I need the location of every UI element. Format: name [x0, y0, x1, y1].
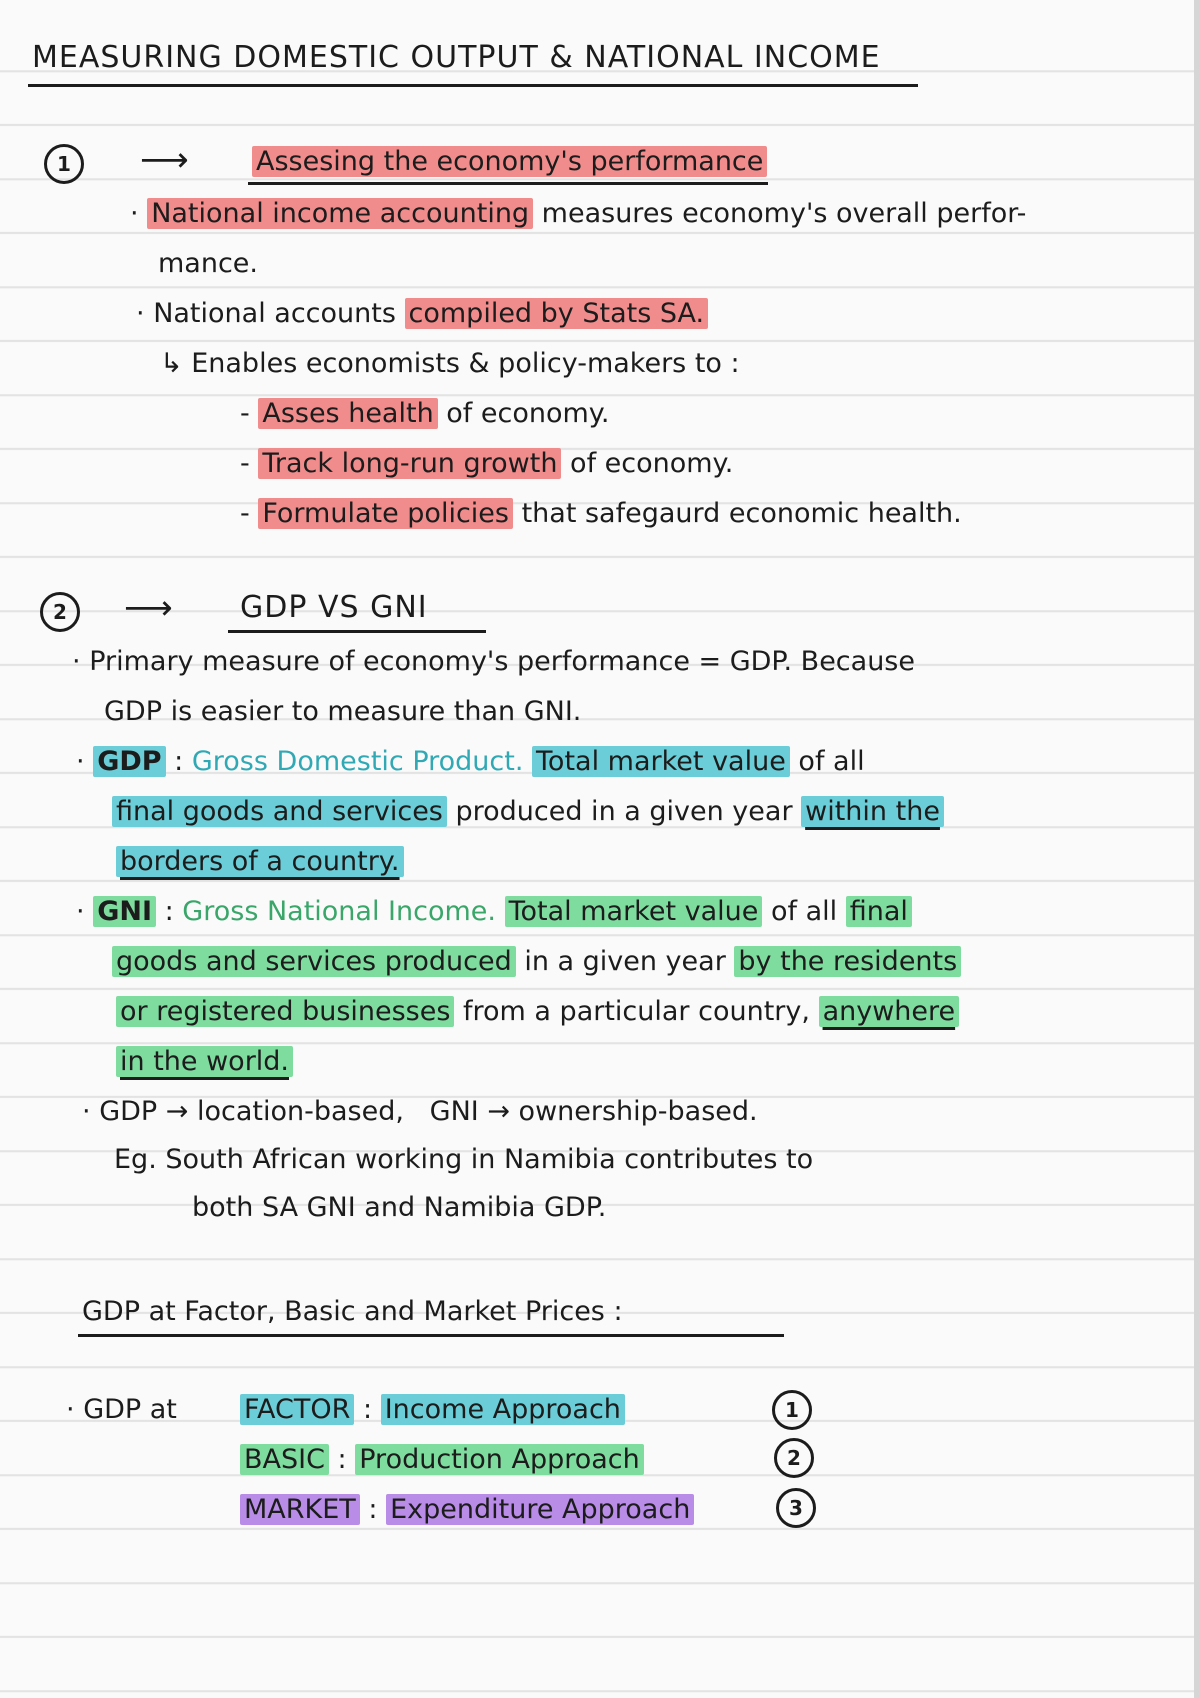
bullet-continuation: mance. [158, 248, 258, 279]
basic-label: BASIC [240, 1444, 329, 1475]
title-underline [28, 84, 918, 87]
dash-text: that safegaurd economic health. [521, 498, 962, 529]
number-2-icon: 2 [774, 1438, 814, 1478]
gdp-text: of all [798, 746, 865, 777]
highlight-borders-of-country: borders of a country. [116, 846, 404, 877]
gni-text: in a given year [524, 946, 726, 977]
highlight-formulate-policies: Formulate policies [258, 498, 513, 529]
highlight-final: final [846, 896, 912, 927]
page-title: MEASURING DOMESTIC OUTPUT & NATIONAL INCOME [32, 40, 881, 75]
bullet-text: measures economy's overall perfor- [541, 198, 1027, 229]
highlight-asses-health: Asses health [258, 398, 437, 429]
highlight-compiled-by-stats-sa: compiled by Stats SA. [405, 298, 709, 329]
highlight-registered-businesses: or registered businesses [116, 996, 454, 1027]
example-line2: both SA GNI and Namibia GDP. [192, 1192, 607, 1223]
section3-heading: GDP at Factor, Basic and Market Prices : [82, 1296, 623, 1327]
gdp-full-name: Gross Domestic Product. [191, 746, 524, 777]
highlight-total-market-value: Total market value [505, 896, 763, 927]
dash-item [240, 444, 733, 484]
dash-text: of economy. [446, 398, 610, 429]
bullet-text: Primary measure of economy's performance = GDP. Because [89, 646, 915, 677]
colon: : [174, 746, 184, 777]
bullet-text: National accounts [153, 298, 396, 329]
enables-text: Enables economists & policy-makers to : [191, 348, 740, 379]
highlight-national-income-accounting: National income accounting [147, 198, 533, 229]
comparison-text: GDP → location-based, GNI → ownership-based. [99, 1096, 758, 1127]
colon: : [337, 1444, 347, 1475]
gni-text: from a particular country, [463, 996, 810, 1027]
bullet-icon: · [82, 1096, 91, 1127]
highlight-final-goods: final goods and services [112, 796, 447, 827]
highlight-goods-and-services-produced: goods and services produced [112, 946, 516, 977]
gni-definition [76, 892, 912, 932]
section2-heading: GDP VS GNI [240, 590, 428, 625]
bullet-icon: · [76, 746, 85, 777]
gni-text: of all [770, 896, 838, 927]
colon: : [363, 1394, 373, 1425]
highlight-total-market-value: Total market value [532, 746, 790, 777]
bullet-icon: · [66, 1394, 75, 1425]
section2-heading-underline [228, 630, 486, 633]
market-row [240, 1490, 694, 1530]
bullet-line [72, 642, 915, 682]
bullet-continuation: GDP is easier to measure than GNI. [104, 696, 582, 727]
gni-definition-line2 [112, 942, 961, 982]
dash-item [240, 494, 962, 534]
colon: : [164, 896, 174, 927]
dash-item [240, 394, 610, 434]
page-edge [1194, 0, 1200, 1698]
section1-heading-text: Assesing the economy's performance [252, 146, 767, 177]
bullet-line [136, 294, 708, 334]
gdp-label: GDP [93, 746, 165, 777]
highlight-anywhere: anywhere [819, 996, 960, 1027]
gni-label: GNI [93, 896, 156, 927]
dash-icon: - [240, 498, 250, 529]
bullet-icon: · [76, 896, 85, 927]
arrow-icon: ⟶ [140, 140, 189, 180]
expenditure-approach: Expenditure Approach [386, 1494, 694, 1525]
gdp-definition-line2 [112, 792, 944, 832]
dash-text: of economy. [570, 448, 734, 479]
gni-definition-line4 [116, 1042, 293, 1082]
bullet-line [82, 1092, 758, 1132]
section1-heading-underline [248, 182, 768, 185]
enables-line [160, 344, 740, 384]
factor-row [240, 1390, 625, 1430]
arrow-icon: ⟶ [124, 588, 173, 628]
market-label: MARKET [240, 1494, 360, 1525]
section3-heading-underline [78, 1334, 784, 1337]
highlight-by-the-residents: by the residents [734, 946, 961, 977]
number-3-icon: 3 [776, 1488, 816, 1528]
gni-definition-line3 [116, 992, 959, 1032]
colon: : [368, 1494, 378, 1525]
dash-icon: - [240, 448, 250, 479]
return-arrow-icon: ↳ [160, 348, 183, 379]
factor-label: FACTOR [240, 1394, 354, 1425]
highlight-track-growth: Track long-run growth [258, 448, 561, 479]
gdp-at-text: GDP at [83, 1394, 177, 1425]
number-1-icon: 1 [772, 1390, 812, 1430]
bullet-icon: · [130, 198, 139, 229]
basic-row [240, 1440, 644, 1480]
gdp-text: produced in a given year [455, 796, 793, 827]
bullet-line [130, 194, 1026, 234]
example-line1: Eg. South African working in Namibia contributes to [114, 1144, 814, 1175]
production-approach: Production Approach [355, 1444, 644, 1475]
bullet-icon: · [72, 646, 81, 677]
highlight-within-the: within the [801, 796, 944, 827]
section1-heading [252, 142, 767, 182]
income-approach: Income Approach [381, 1394, 625, 1425]
gdp-definition-line3 [116, 842, 404, 882]
section-number-2: 2 [40, 592, 80, 632]
highlight-in-the-world: in the world. [116, 1046, 293, 1077]
dash-icon: - [240, 398, 250, 429]
gni-full-name: Gross National Income. [182, 896, 496, 927]
gdp-at-label [66, 1390, 177, 1430]
gdp-definition [76, 742, 865, 782]
section-number-1: 1 [44, 144, 84, 184]
bullet-icon: · [136, 298, 145, 329]
